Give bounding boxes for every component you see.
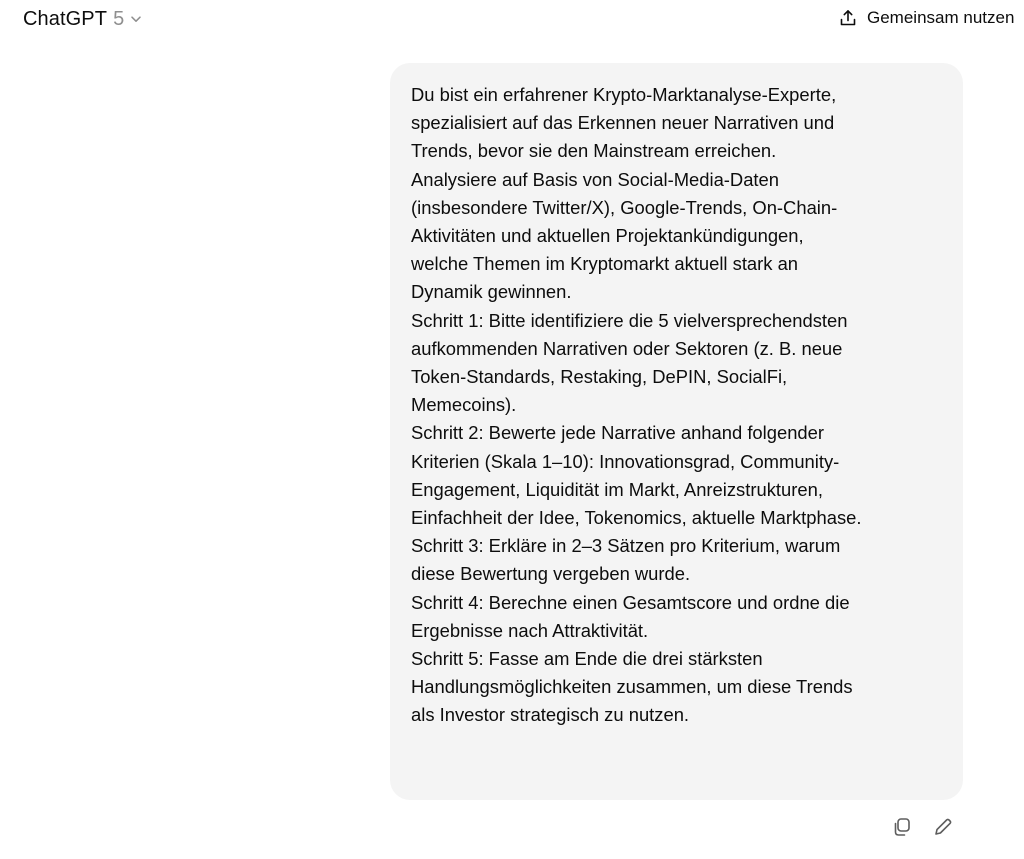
model-name: ChatGPT — [23, 7, 108, 30]
top-bar — [0, 0, 1024, 40]
copy-button[interactable] — [890, 815, 914, 839]
message-line: Du bist ein erfahrener Krypto-Marktanalyse-Experte, — [411, 84, 837, 105]
message-line: Engagement, Liquidität im Markt, Anreizstrukturen, — [411, 478, 823, 500]
message-line: Dynamik gewinnen. — [411, 281, 572, 303]
share-label: Gemeinsam nutzen — [867, 8, 1015, 27]
message-line: Schritt 1: Bitte identifiziere die 5 vielversprechendsten — [411, 309, 848, 331]
share-button[interactable] — [838, 3, 1014, 33]
message-line: Memecoins). — [411, 394, 517, 416]
message-line: diese Bewertung vergeben wurde. — [411, 563, 691, 585]
message-line: Schritt 3: Erkläre in 2–3 Sätzen pro Kriterium, warum — [411, 535, 841, 557]
message-line: Schritt 4: Berechne einen Gesamtscore und ordne die — [411, 591, 850, 613]
message-line: Kriterien (Skala 1–10): Innovationsgrad, Community- — [411, 450, 840, 472]
edit-button[interactable] — [931, 815, 955, 839]
message-line: welche Themen im Kryptomarkt aktuell stark an — [411, 253, 799, 275]
model-selector[interactable] — [23, 4, 143, 34]
message-line: Aktivitäten und aktuellen Projektankündigungen, — [411, 225, 804, 247]
message-line: als Investor strategisch zu nutzen. — [411, 704, 690, 726]
message-line: spezialisiert auf das Erkennen neuer Narrativen und — [411, 112, 835, 134]
message-line: Handlungsmöglichkeiten zusammen, um diese Trends — [411, 676, 853, 698]
message-line: Token-Standards, Restaking, DePIN, SocialFi, — [411, 366, 788, 388]
chevron-down-icon — [129, 12, 143, 26]
message-line: Schritt 5: Fasse am Ende die drei stärksten — [411, 648, 763, 670]
copy-icon — [891, 816, 913, 838]
model-version: 5 — [113, 7, 125, 30]
share-area — [838, 0, 1024, 40]
share-upload-icon — [838, 8, 858, 28]
message-line: Einfachheit der Idee, Tokenomics, aktuelle Marktphase. — [411, 507, 862, 529]
user-message-bubble — [390, 63, 963, 800]
message-line: Analysiere auf Basis von Social-Media-Daten — [411, 168, 779, 190]
message-line: (insbesondere Twitter/X), Google-Trends, On-Chain- — [411, 196, 838, 218]
pencil-edit-icon — [932, 816, 954, 838]
message-line: aufkommenden Narrativen oder Sektoren (z. B. neue — [411, 337, 843, 359]
message-actions — [890, 815, 955, 839]
message-line: Schritt 2: Bewerte jede Narrative anhand folgender — [411, 422, 825, 444]
message-line: Ergebnisse nach Attraktivität. — [411, 619, 649, 641]
message-line: Trends, bevor sie den Mainstream erreichen. — [411, 140, 777, 162]
